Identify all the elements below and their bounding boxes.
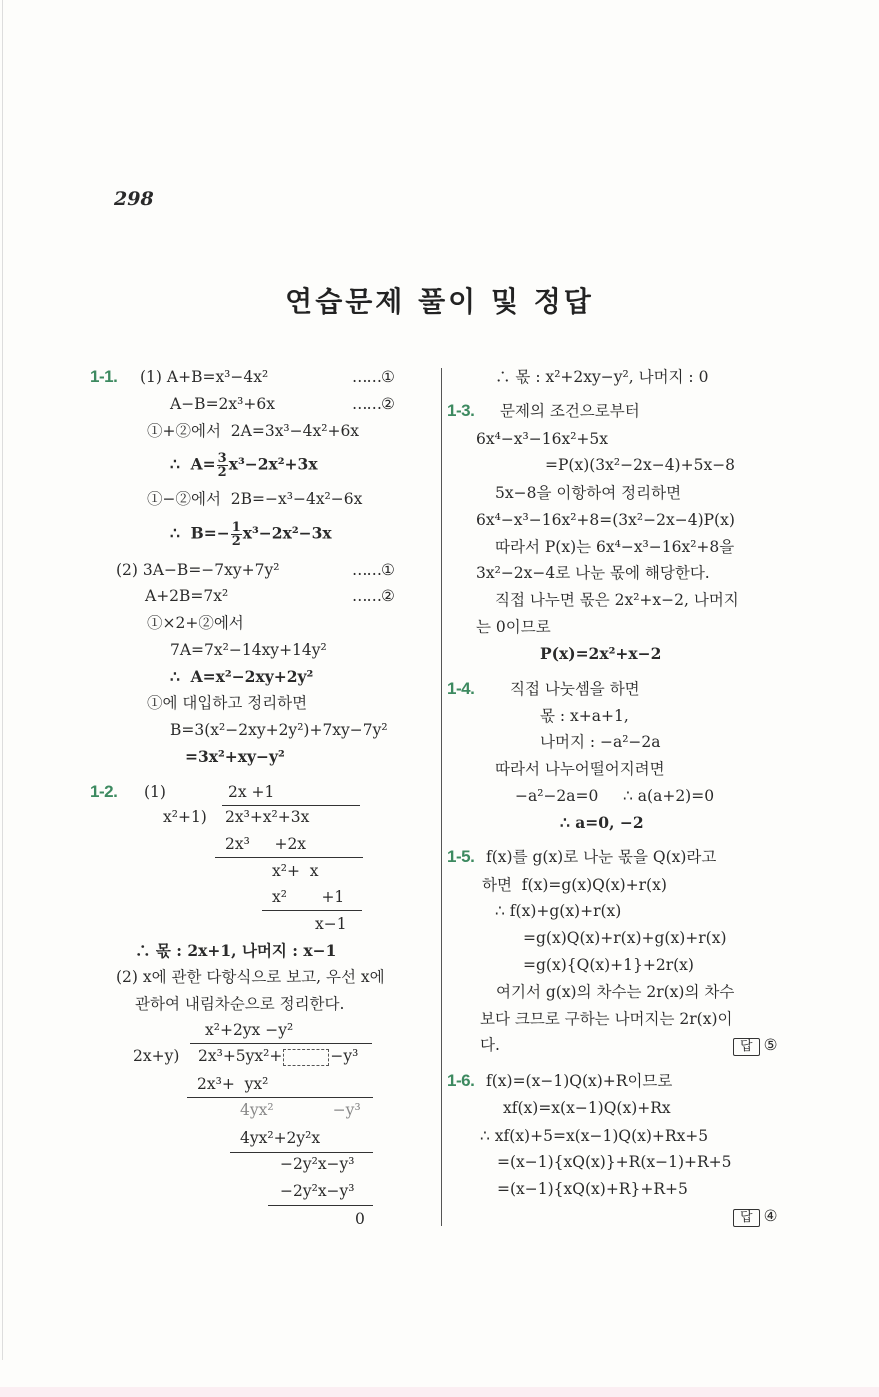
solution-line: ∴ a=0, −2 bbox=[560, 813, 644, 832]
solution-line: ∴ A=x²−2xy+2y² bbox=[170, 667, 314, 686]
solution-line: =(x−1){xQ(x)}+R(x−1)+R+5 bbox=[497, 1153, 732, 1171]
solution-line: 4yx²+2y²x bbox=[240, 1129, 321, 1147]
division-rule bbox=[187, 1097, 373, 1098]
solution-line: =g(x)Q(x)+r(x)+g(x)+r(x) bbox=[523, 929, 727, 947]
answer-tag: 답 bbox=[733, 1209, 760, 1227]
formula-prefix: ∴ A= bbox=[170, 454, 216, 474]
solution-line: ……① bbox=[352, 368, 394, 386]
answer-choice: ④ bbox=[763, 1207, 778, 1225]
solution-line: ∴ 몫 : 2x+1, 나머지 : x−1 bbox=[135, 941, 337, 960]
answer-choice: ⑤ bbox=[763, 1036, 778, 1054]
solution-line: 4yx² −y³ bbox=[240, 1101, 361, 1119]
formula-suffix: x³−2x²−3x bbox=[242, 523, 332, 543]
page-title: 연습문제 풀이 및 정답 bbox=[285, 285, 594, 318]
solution-line: B=3(x²−2xy+2y²)+7xy−7y² bbox=[170, 721, 388, 739]
column-divider bbox=[441, 368, 442, 1226]
solution-line: =3x²+xy−y² bbox=[185, 747, 285, 766]
solution-line: ……② bbox=[352, 395, 394, 413]
solution-line: A−B=2x³+6x bbox=[170, 395, 275, 413]
problem-number: 1-5. bbox=[447, 847, 475, 866]
solution-line: 보다 크므로 구하는 나머지는 2r(x)이 bbox=[480, 1010, 733, 1028]
solution-line: 문제의 조건으로부터 bbox=[500, 402, 640, 420]
solution-line: ①−②에서 2B=−x³−4x²−6x bbox=[147, 490, 363, 508]
solution-line: (1) A+B=x³−4x² bbox=[140, 368, 269, 386]
division-rule bbox=[222, 805, 360, 806]
page-number: 298 bbox=[114, 188, 154, 210]
solution-line: =(x−1){xQ(x)+R}+R+5 bbox=[497, 1180, 688, 1198]
solution-line: −2y²x−y³ bbox=[280, 1182, 355, 1200]
solution-line: 2x+y) bbox=[133, 1047, 180, 1065]
solution-line: x²+ x bbox=[272, 862, 319, 880]
solution-line: =g(x){Q(x)+1}+2r(x) bbox=[523, 956, 694, 974]
solution-line: 직접 나눗셈을 하면 bbox=[510, 680, 640, 698]
answer-tag: 답 bbox=[733, 1038, 760, 1056]
blank-box bbox=[283, 1049, 329, 1066]
solution-line: 관하여 내림차순으로 정리한다. bbox=[135, 995, 345, 1013]
dividend-text: 2x³+5yx²+ bbox=[198, 1047, 283, 1065]
solution-line: 6x⁴−x³−16x²+8=(3x²−2x−4)P(x) bbox=[476, 511, 735, 529]
solution-line: 따라서 P(x)는 6x⁴−x³−16x²+8을 bbox=[495, 538, 735, 556]
solution-line: 6x⁴−x³−16x²+5x bbox=[476, 430, 609, 448]
solution-line: ①×2+②에서 bbox=[147, 614, 244, 632]
solution-line: ①+②에서 2A=3x³−4x²+6x bbox=[147, 422, 360, 440]
solution-line: 5x−8을 이항하여 정리하면 bbox=[495, 484, 682, 502]
solution-line: −a²−2a=0 ∴ a(a+2)=0 bbox=[515, 787, 715, 805]
formula-prefix: ∴ B=− bbox=[170, 523, 230, 543]
solution-line bbox=[198, 1046, 358, 1066]
solution-line: 하면 f(x)=g(x)Q(x)+r(x) bbox=[482, 876, 667, 894]
division-rule bbox=[190, 1043, 372, 1044]
formula-suffix: x³−2x²+3x bbox=[228, 454, 318, 474]
division-rule bbox=[215, 857, 363, 858]
solution-line: (1) bbox=[144, 783, 166, 801]
solution-line: x² +1 bbox=[272, 888, 345, 906]
solution-line: ……① bbox=[352, 561, 394, 579]
solution-line: 나머지 : −a²−2a bbox=[540, 733, 661, 751]
solution-line: ……② bbox=[352, 587, 394, 605]
solution-line: ∴ xf(x)+5=x(x−1)Q(x)+Rx+5 bbox=[480, 1127, 709, 1145]
fraction bbox=[217, 452, 228, 479]
division-rule bbox=[230, 1152, 373, 1153]
solution-line: xf(x)=x(x−1)Q(x)+Rx bbox=[503, 1099, 671, 1117]
solution-line: 2x³ +2x bbox=[225, 835, 307, 853]
solution-line: x−1 bbox=[315, 915, 347, 933]
bottom-strip bbox=[0, 1387, 879, 1397]
solution-line bbox=[733, 1035, 777, 1056]
solution-line: 2x³+x²+3x bbox=[225, 808, 310, 826]
solution-line: ∴ 몫 : x²+2xy−y², 나머지 : 0 bbox=[495, 368, 709, 386]
fraction-denominator: 2 bbox=[217, 465, 227, 480]
division-rule bbox=[268, 1205, 373, 1206]
fraction bbox=[231, 521, 242, 548]
fraction-numerator: 1 bbox=[231, 520, 241, 535]
solution-line: 몫 : x+a+1, bbox=[540, 707, 629, 725]
fraction-numerator: 3 bbox=[217, 451, 227, 466]
solution-line: 7A=7x²−14xy+14y² bbox=[170, 641, 327, 659]
solution-line: f(x)=(x−1)Q(x)+R이므로 bbox=[486, 1072, 673, 1090]
solution-line: P(x)=2x²+x−2 bbox=[540, 644, 662, 663]
solution-line bbox=[170, 452, 318, 479]
page-edge bbox=[2, 0, 3, 1360]
solution-line: (2) 3A−B=−7xy+7y² bbox=[116, 561, 280, 579]
solution-line bbox=[733, 1206, 777, 1227]
solution-line: x²+2yx −y² bbox=[205, 1021, 294, 1039]
problem-number: 1-2. bbox=[90, 782, 118, 801]
solution-line bbox=[170, 521, 332, 548]
solution-line: (2) x에 관한 다항식으로 보고, 우선 x에 bbox=[116, 968, 385, 986]
solution-line: ①에 대입하고 정리하면 bbox=[147, 694, 308, 712]
solution-line: x²+1) bbox=[163, 808, 207, 826]
dividend-tail: −y³ bbox=[330, 1047, 359, 1065]
solution-line: =P(x)(3x²−2x−4)+5x−8 bbox=[545, 456, 736, 474]
solution-line: 다. bbox=[480, 1036, 500, 1054]
solution-line: 2x³+ yx² bbox=[197, 1075, 269, 1093]
solution-line: f(x)를 g(x)로 나눈 몫을 Q(x)라고 bbox=[486, 848, 717, 866]
solution-line: ∴ f(x)+g(x)+r(x) bbox=[495, 902, 622, 920]
fraction-denominator: 2 bbox=[231, 534, 241, 549]
solution-line: 여기서 g(x)의 차수는 2r(x)의 차수 bbox=[496, 983, 735, 1001]
solution-line: −2y²x−y³ bbox=[280, 1155, 355, 1173]
solution-line: 3x²−2x−4로 나눈 몫에 해당한다. bbox=[476, 564, 710, 582]
solution-line: A+2B=7x² bbox=[145, 587, 229, 605]
solution-line: 따라서 나누어떨어지려면 bbox=[495, 760, 665, 778]
solution-line: 0 bbox=[355, 1210, 365, 1228]
problem-number: 1-3. bbox=[447, 401, 475, 420]
solution-line: 2x +1 bbox=[228, 783, 275, 801]
problem-number: 1-4. bbox=[447, 679, 475, 698]
problem-number: 1-6. bbox=[447, 1071, 475, 1090]
division-rule bbox=[262, 910, 362, 911]
solution-line: 는 0이므로 bbox=[476, 618, 551, 636]
problem-number: 1-1. bbox=[90, 367, 118, 386]
solution-line: 직접 나누면 몫은 2x²+x−2, 나머지 bbox=[495, 591, 739, 609]
